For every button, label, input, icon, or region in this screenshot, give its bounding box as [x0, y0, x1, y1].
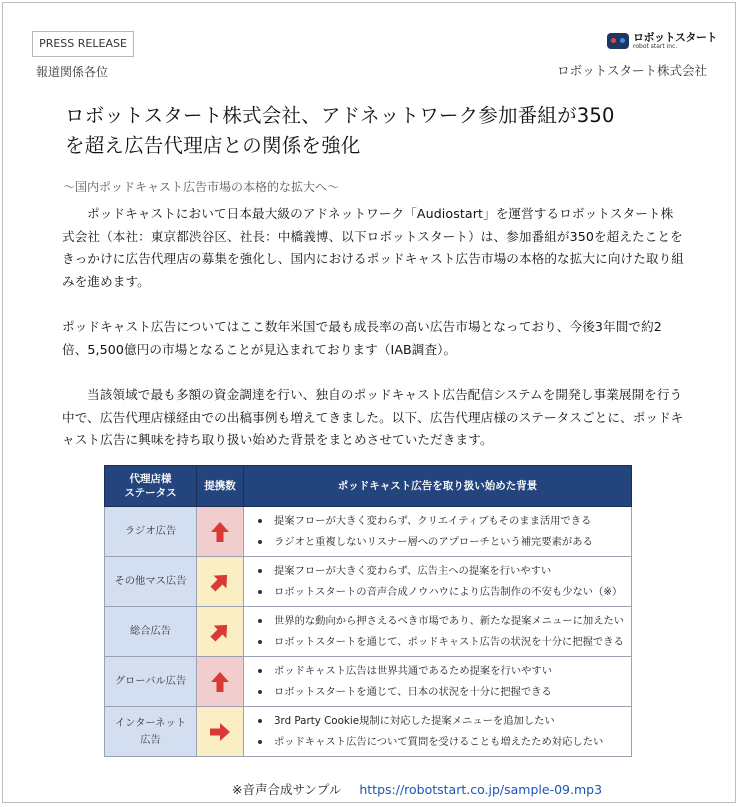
list-item: ポッドキャスト広告は世界共通であるため提案を行いやすい — [258, 661, 631, 682]
reasons-cell — [244, 507, 632, 557]
table-row — [105, 557, 632, 607]
company-name: ロボットスタート株式会社 — [557, 63, 707, 78]
category-cell: その他マス広告 — [105, 557, 197, 607]
header-count: 提携数 — [197, 466, 244, 507]
list-item: ロボットスタートを通じて、日本の状況を十分に把握できる — [258, 682, 631, 703]
trend-cell — [197, 557, 244, 607]
sample-link[interactable]: https://robotstart.co.jp/sample-09.mp3 — [359, 782, 603, 797]
trend-cell — [197, 707, 244, 757]
table-row — [105, 607, 632, 657]
table-row — [105, 657, 632, 707]
logo-subtext: robot start inc. — [633, 43, 678, 50]
list-item: ロボットスタートの音声合成ノウハウにより広告制作の不安も少ない（※） — [258, 582, 631, 603]
logo-wordmark: ロボットスタート — [633, 31, 717, 44]
agency-status-table — [104, 465, 632, 757]
list-item: ロボットスタートを通じて、ポッドキャスト広告の状況を十分に把握できる — [258, 632, 631, 653]
sample-note: ※音声合成サンプル — [232, 782, 342, 797]
trend-cell — [197, 657, 244, 707]
list-item: 提案フローが大きく変わらず、クリエイティブもそのまま活用できる — [258, 511, 631, 532]
arrow-up-right-icon — [209, 621, 231, 643]
list-item: 世界的な動向から押さえるべき市場であり、新たな提案メニューに加えたい — [258, 611, 631, 632]
table-row — [105, 707, 632, 757]
arrow-up-icon — [209, 671, 231, 693]
category-cell: インターネット 広告 — [105, 707, 197, 757]
reasons-cell — [244, 657, 632, 707]
company-logo — [607, 32, 717, 50]
reasons-cell — [244, 607, 632, 657]
category-cell: グローバル広告 — [105, 657, 197, 707]
page-subtitle: ～国内ポッドキャスト広告市場の本格的な拡大へ～ — [63, 180, 340, 194]
trend-cell — [197, 607, 244, 657]
press-release-badge: PRESS RELEASE — [32, 31, 134, 57]
arrow-right-icon — [209, 721, 231, 743]
list-item: 提案フローが大きく変わらず、広告主への提案を行いやすい — [258, 561, 631, 582]
agency-paragraph: 当該領域で最も多額の資金調達を行い、独自のポッドキャスト広告配信システムを開発し事業展開を行う中で、広告代理店様経由での出稿事例も増えてきました。以下、広告代理店様のステータスごとに、ポッドキャスト広告に興味を持ち取り扱い始めた背景をまとめさせていただきます。 — [62, 387, 684, 447]
reasons-cell — [244, 557, 632, 607]
intro-paragraph: ポッドキャストにおいて日本最大級のアドネットワーク「Audiostart」を運営するロボットスタート株式会社（本社：東京都渋谷区、社長：中橋義博、以下ロボットスタート）は、参加番組が350を超えたことをきっかけに広告代理店の募集を強化し、国内におけるポッドキャスト広告市場の本格的な拡大に向けた取り組みを進めます。 — [62, 206, 684, 289]
table-header-row — [105, 466, 632, 507]
category-cell: ラジオ広告 — [105, 507, 197, 557]
page-title — [65, 101, 685, 161]
addressee-label: 報道関係各位 — [36, 65, 109, 79]
arrow-up-icon — [209, 521, 231, 543]
market-paragraph: ポッドキャスト広告についてはここ数年米国で最も成長率の高い広告市場となっており、今後3年間で約2倍、5,500億円の市場となることが見込まれております（IAB調査）。 — [62, 319, 662, 357]
category-cell: 総合広告 — [105, 607, 197, 657]
header-background: ポッドキャスト広告を取り扱い始めた背景 — [244, 466, 632, 507]
footer-note — [232, 780, 602, 798]
robot-face-icon — [607, 33, 629, 49]
reasons-cell — [244, 707, 632, 757]
list-item: ラジオと重複しないリスナー層へのアプローチという補完要素がある — [258, 532, 631, 553]
trend-cell — [197, 507, 244, 557]
list-item: 3rd Party Cookie規制に対応した提案メニューを追加したい — [258, 711, 631, 732]
title-line-2: を超え広告代理店との関係を強化 — [65, 134, 361, 157]
arrow-up-right-icon — [209, 571, 231, 593]
title-line-1: ロボットスタート株式会社、アドネットワーク参加番組が350 — [65, 104, 615, 127]
list-item: ポッドキャスト広告について質問を受けることも増えたため対応したい — [258, 732, 631, 753]
header-status: 代理店様 ステータス — [105, 466, 197, 507]
table-row — [105, 507, 632, 557]
